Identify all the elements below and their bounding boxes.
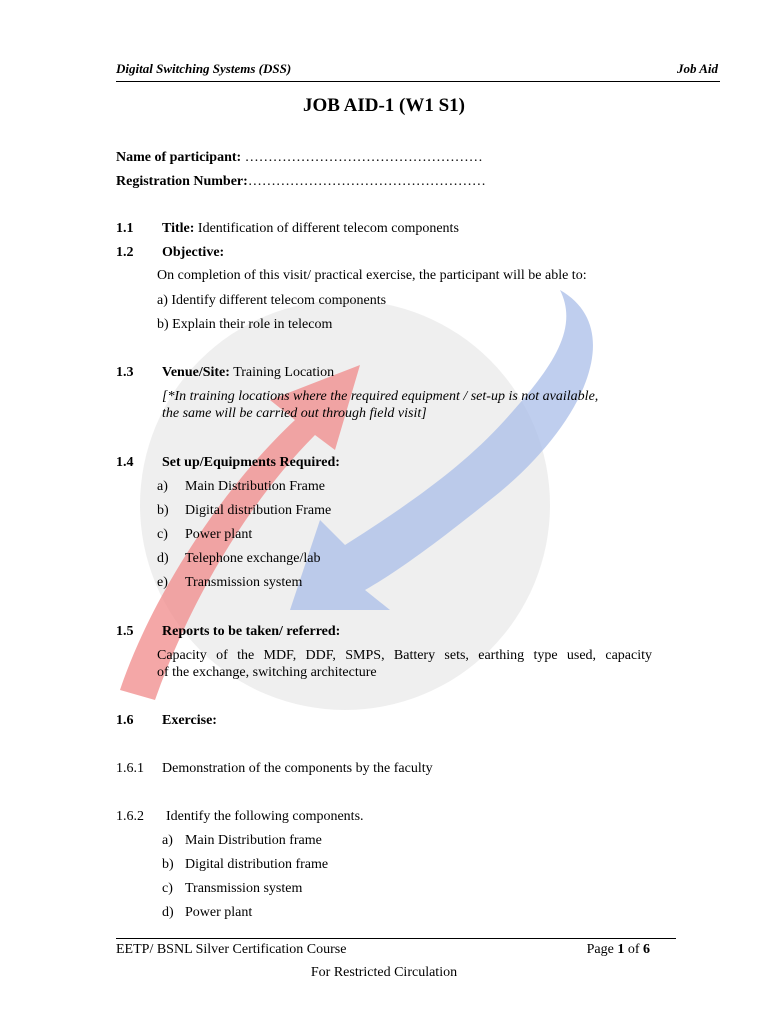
reports-line-2: of the exchange, switching architecture	[157, 665, 377, 680]
footer-course-name: EETP/ BSNL Silver Certification Course	[116, 942, 347, 957]
page-current: 1	[617, 942, 625, 957]
registration-number-line	[116, 174, 486, 190]
venue-note-line-1: [*In training locations where the required equipment / set-up is not available,	[162, 389, 599, 404]
equipment-item: Telephone exchange/lab	[185, 551, 321, 566]
component-item-marker: b)	[162, 857, 174, 872]
equipment-item-marker: a)	[157, 479, 168, 494]
section-1-6-2-number: 1.6.2	[116, 809, 144, 824]
section-1-1-text: Identification of different telecom components	[197, 221, 459, 236]
header-doc-type: Job Aid	[676, 61, 718, 76]
section-1-3-number: 1.3	[116, 365, 134, 380]
component-item-marker: c)	[162, 881, 173, 896]
equipment-item-marker: b)	[157, 503, 169, 518]
venue-note-line-2: the same will be carried out through field visit]	[162, 406, 427, 421]
section-1-1-label: Title:	[162, 221, 195, 236]
section-1-1	[162, 221, 459, 237]
section-1-4-number: 1.4	[116, 455, 134, 470]
objective-item: a) Identify different telecom components	[157, 293, 387, 308]
component-item: Digital distribution frame	[185, 857, 329, 872]
page-prefix: Page	[586, 942, 618, 957]
component-item-marker: a)	[162, 833, 173, 848]
equipment-item: Main Distribution Frame	[185, 479, 325, 494]
header-course-title: Digital Switching Systems (DSS)	[116, 61, 292, 76]
section-1-2-number: 1.2	[116, 245, 134, 260]
section-1-4-label: Set up/Equipments Required:	[162, 455, 340, 470]
participant-name-label: Name of participant:	[116, 150, 242, 165]
reports-line-1: Capacity of the MDF, DDF, SMPS, Battery sets, earthing type used, capacity	[157, 648, 652, 663]
objective-item: b) Explain their role in telecom	[157, 317, 333, 332]
component-item: Power plant	[185, 905, 253, 920]
section-1-6-number: 1.6	[116, 713, 134, 728]
section-1-1-number: 1.1	[116, 221, 134, 236]
section-1-5-label: Reports to be taken/ referred:	[162, 624, 341, 639]
equipment-item: Digital distribution Frame	[185, 503, 332, 518]
section-1-3-label: Venue/Site:	[162, 365, 230, 380]
document-title: JOB AID-1 (W1 S1)	[302, 95, 466, 116]
footer-circulation: For Restricted Circulation	[310, 965, 458, 980]
equipment-item: Power plant	[185, 527, 253, 542]
page-number	[587, 942, 650, 958]
section-1-5-number: 1.5	[116, 624, 134, 639]
page-of: of	[624, 942, 643, 957]
objective-intro: On completion of this visit/ practical exercise, the participant will be able to:	[157, 268, 587, 283]
header-rule	[116, 81, 720, 82]
equipment-item: Transmission system	[185, 575, 303, 590]
registration-number-label: Registration Number:	[116, 174, 248, 189]
section-1-3	[162, 365, 334, 381]
section-1-3-text: Training Location	[233, 365, 335, 380]
registration-number-blank: ……………………………………………	[247, 174, 486, 189]
footer-rule	[116, 938, 676, 939]
equipment-item-marker: d)	[157, 551, 169, 566]
equipment-item-marker: c)	[157, 527, 168, 542]
equipment-item-marker: e)	[157, 575, 168, 590]
page-total: 6	[643, 942, 650, 957]
section-1-6-1-text: Demonstration of the components by the faculty	[162, 761, 433, 776]
section-1-6-1-number: 1.6.1	[116, 761, 144, 776]
participant-name-line	[116, 150, 483, 166]
component-item-marker: d)	[162, 905, 174, 920]
section-1-6-2-text: Identify the following components.	[166, 809, 364, 824]
participant-name-blank: ……………………………………………	[244, 150, 483, 165]
section-1-2-label: Objective:	[162, 245, 225, 260]
component-item: Main Distribution frame	[185, 833, 322, 848]
section-1-6-label: Exercise:	[162, 713, 217, 728]
component-item: Transmission system	[185, 881, 303, 896]
